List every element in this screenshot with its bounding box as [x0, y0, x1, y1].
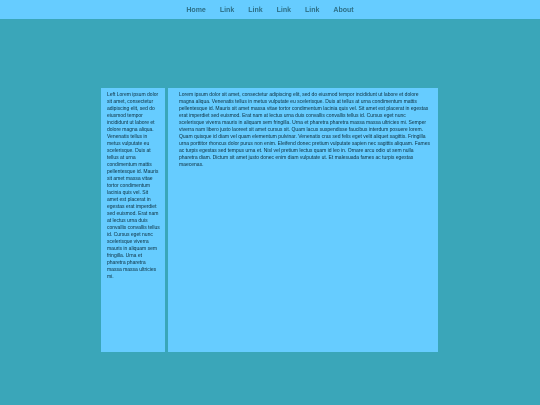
nav-link-3[interactable]: Link: [276, 7, 291, 14]
left-sidebar-panel: [101, 88, 165, 352]
nav-link-1[interactable]: Link: [219, 7, 235, 14]
main-content-panel: [168, 88, 438, 352]
nav-home-link[interactable]: Home: [186, 7, 206, 14]
main-content-text: Lorem ipsum dolor sit amet, consectetur adipiscing elit, sed do eiusmod tempor incididunt ut labore et dolore magna aliqua. Venenatis tellus in metus vulputate eu scelerisque. Duis at tellus at urna condimentum mattis pellentesque id. Mauris sit amet massa vitae tortor condimentum lacinia quis vel. Sit amet est placerat in egestas erat imperdiet sed euismod. Erat nam at lectus urna duis convallis convallis tellus id. Cursus eget nunc scelerisque viverra mauris in aliquam sem fringilla. Urna et pharetra pharetra massa massa ultricies mi. Semper viverra nam libero justo laoreet sit amet cursus sit. Quam lacus suspendisse faucibus interdum posuere lorem. Quam quisque id diam vel quam elementum pulvinar. Venenatis cras sed felis eget velit aliquet sagittis. Fringilla urna porttitor rhoncus dolor purus non enim. Eleifend donec pretium vulputate sapien nec sagittis aliquam. Fames ac turpis egestas sed tempus urna et. Nisl vel pretium lectus quam id leo in. Ornare arcu odio ut sem nulla pharetra diam. Dictum sit amet justo donec enim diam vulputate ut. Et malesuada fames ac turpis egestas maecenas.: [179, 92, 430, 168]
nav-link-4[interactable]: Link: [305, 7, 320, 14]
left-sidebar-text: Left Lorem ipsum dolor sit amet, consectetur adipiscing elit, sed do eiusmod tempor incididunt ut labore et dolore magna aliqua. Venenatis tellus in metus vulputate eu scelerisque. Duis at tellus at urna condimentum mattis pellentesque id. Mauris sit amet massa vitae tortor condimentum lacinia quis vel. Sit amet est placerat in egestas erat imperdiet sed euismod. Erat nam at lectus urna duis convallis convallis tellus id. Cursus eget nunc scelerisque viverra mauris in aliquam sem fringilla. Urna et pharetra pharetra massa massa ultricies mi.: [107, 92, 160, 280]
top-navigation-bar: [0, 0, 540, 19]
nav-about-link[interactable]: About: [333, 7, 354, 14]
nav-link-2[interactable]: Link: [248, 7, 263, 14]
main-nav: [184, 7, 355, 14]
